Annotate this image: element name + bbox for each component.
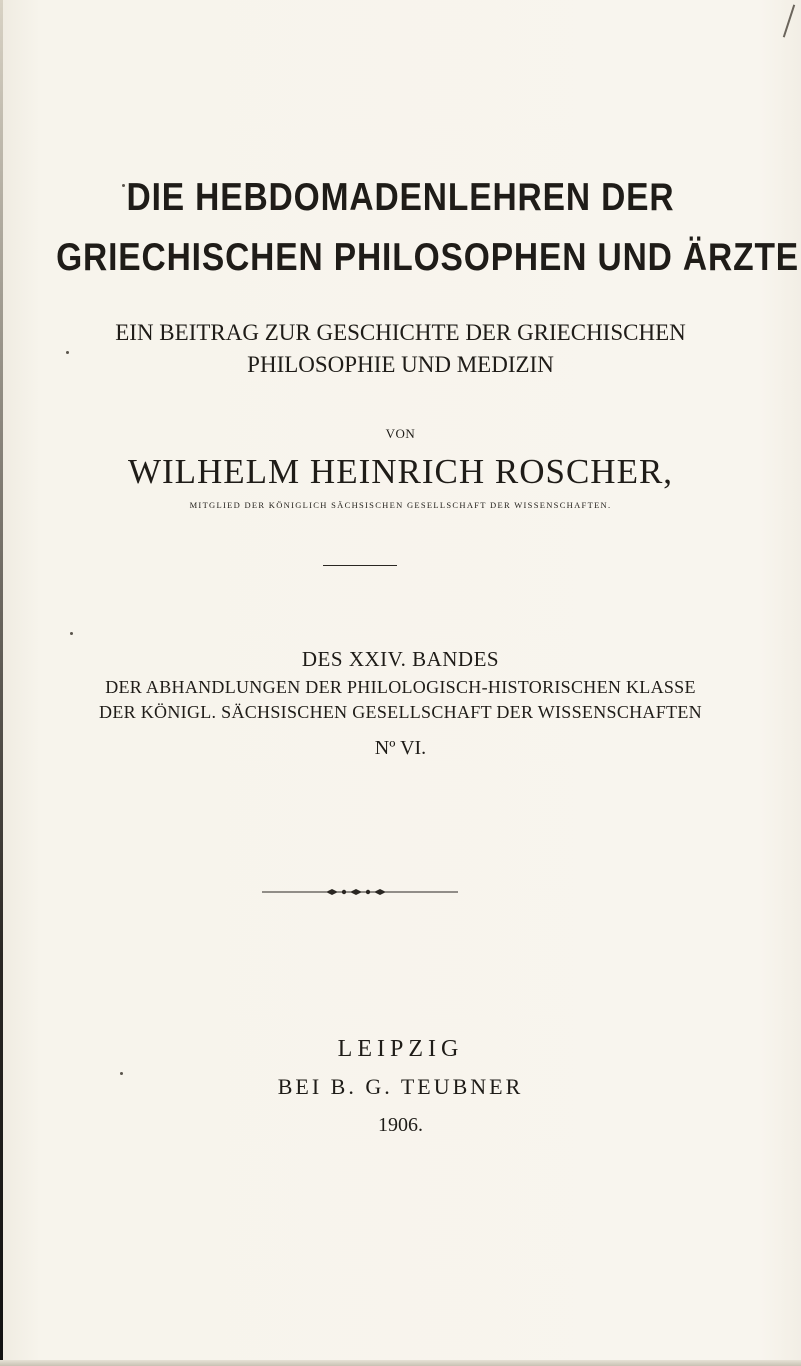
paper-speck: [122, 184, 125, 187]
paper-speck: [66, 351, 69, 354]
series-line-2: DER KÖNIGL. SÄCHSISCHEN GESELLSCHAFT DER WISSENSCHAFTEN: [99, 702, 702, 722]
paper-speck: [70, 632, 73, 635]
series-line-1: DER ABHANDLUNGEN DER PHILOLOGISCH-HISTORISCHEN KLASSE: [105, 677, 696, 697]
page-bottom-edge: [0, 1360, 801, 1366]
author-affiliation: MITGLIED DER KÖNIGLICH SÄCHSISCHEN GESELLSCHAFT DER WISSENSCHAFTEN.: [189, 500, 612, 510]
main-title-line-2: GRIECHISCHEN PHILOSOPHEN UND ÄRZTE: [56, 236, 800, 279]
divider-rule: [323, 565, 397, 566]
subtitle-line-2: PHILOSOPHIE UND MEDIZIN: [247, 352, 554, 377]
imprint-year: 1906.: [378, 1114, 423, 1136]
paper-speck: [120, 1072, 123, 1075]
imprint-publisher: BEI B. G. TEUBNER: [277, 1074, 524, 1099]
margin-mark: [783, 5, 795, 38]
imprint-place: LEIPZIG: [337, 1036, 464, 1062]
author-name: WILHELM HEINRICH ROSCHER,: [127, 452, 674, 491]
von-label: VON: [385, 426, 416, 441]
main-title-line-1: DIE HEBDOMADENLEHREN DER: [126, 176, 675, 219]
series-number: Nº VI.: [374, 737, 427, 759]
subtitle-line-1: EIN BEITRAG ZUR GESCHICHTE DER GRIECHISCHEN: [115, 320, 686, 345]
ornament-divider: [262, 886, 458, 898]
series-volume: DES XXIV. BANDES: [301, 647, 500, 671]
